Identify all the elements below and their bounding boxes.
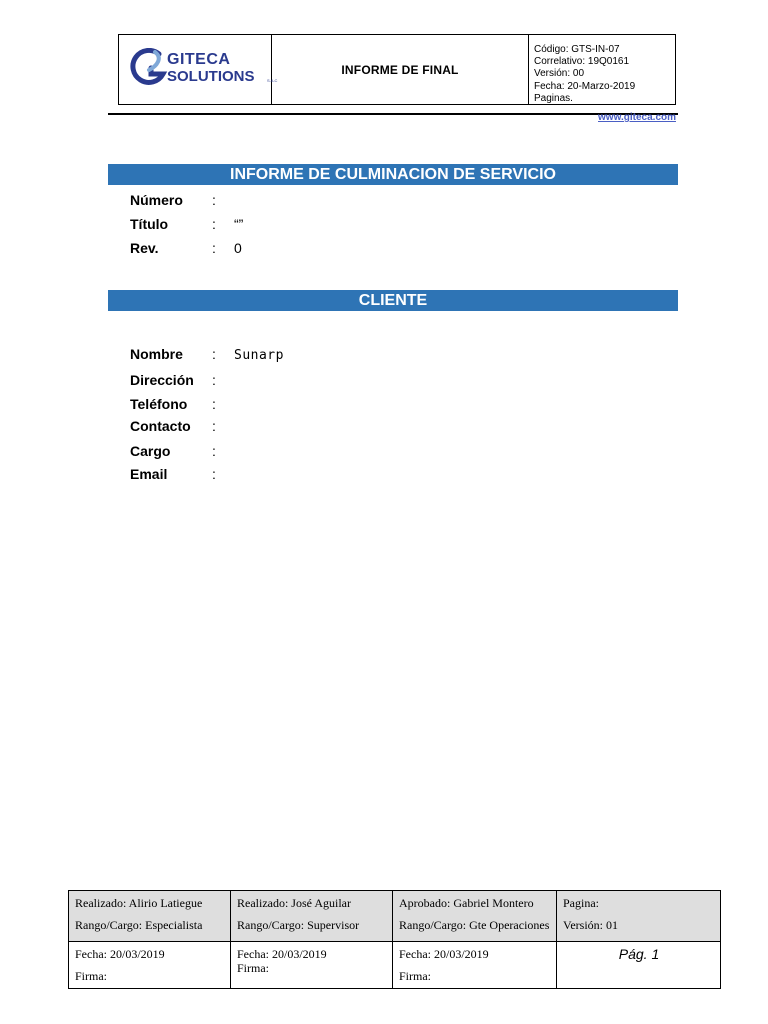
document-meta xyxy=(529,35,675,104)
approval-role: Aprobado: Gabriel Montero xyxy=(399,896,534,910)
field-titulo xyxy=(130,216,243,232)
logo-wordmark xyxy=(167,51,255,85)
field-numero xyxy=(130,192,234,208)
approval-rango: Rango/Cargo: Supervisor xyxy=(237,918,360,932)
meta-paginas: Paginas. xyxy=(534,92,573,104)
document-title: INFORME DE FINAL xyxy=(272,35,529,104)
page-info-cell xyxy=(557,891,721,942)
meta-correlativo: Correlativo: 19Q0161 xyxy=(534,56,630,68)
approval-cell xyxy=(69,891,231,942)
field-nombre xyxy=(130,346,284,363)
field-label: Título xyxy=(130,216,169,232)
approval-role: Realizado: José Aguilar xyxy=(237,896,351,910)
footer-version: Versión: 01 xyxy=(563,918,618,932)
meta-codigo: Código: GTS-IN-07 xyxy=(534,44,620,55)
approval-role: Realizado: Alirio Latiegue xyxy=(75,896,203,910)
pagina-label: Pagina: xyxy=(563,896,599,910)
field-direccion xyxy=(130,372,234,388)
giteca-logo-icon xyxy=(129,48,169,88)
company-logo xyxy=(119,35,278,104)
field-value: 0 xyxy=(234,240,242,256)
field-colon: : xyxy=(212,443,216,459)
header-divider xyxy=(108,113,678,115)
approval-date-cell xyxy=(393,942,557,989)
field-contacto xyxy=(130,418,234,434)
field-colon: : xyxy=(212,240,216,256)
meta-version: Versión: 00 xyxy=(534,68,585,80)
field-colon: : xyxy=(212,372,216,388)
field-label: Teléfono xyxy=(130,396,188,412)
field-label: Nombre xyxy=(130,346,183,362)
field-label: Número xyxy=(130,192,183,208)
section-title-informe: INFORME DE CULMINACION DE SERVICIO xyxy=(108,164,678,185)
field-colon: : xyxy=(212,466,216,482)
approval-firma: Firma: xyxy=(237,961,269,975)
approval-fecha: Fecha: 20/03/2019 xyxy=(399,947,489,961)
approval-firma: Firma: xyxy=(75,969,107,983)
logo-suffix: S.A.C xyxy=(267,78,278,83)
approval-date-cell xyxy=(69,942,231,989)
field-rev xyxy=(130,240,242,256)
field-colon: : xyxy=(212,346,216,362)
section-title-cliente: CLIENTE xyxy=(108,290,678,311)
field-label: Email xyxy=(130,466,168,482)
logo-line2: SOLUTIONS xyxy=(167,68,255,85)
field-cargo xyxy=(130,443,234,459)
approval-cell xyxy=(231,891,393,942)
field-email xyxy=(130,466,234,482)
approval-fecha: Fecha: 20/03/2019 xyxy=(237,947,327,961)
approval-rango: Rango/Cargo: Especialista xyxy=(75,918,203,932)
field-colon: : xyxy=(212,216,216,232)
logo-line1: GITECA xyxy=(167,51,231,68)
website-link[interactable]: www.giteca.com xyxy=(598,112,676,123)
field-value: “” xyxy=(234,216,244,232)
approval-cell xyxy=(393,891,557,942)
field-label: Cargo xyxy=(130,443,171,459)
field-label: Contacto xyxy=(130,418,191,434)
page-number: Pág. 1 xyxy=(557,942,721,989)
field-colon: : xyxy=(212,396,216,412)
meta-fecha: Fecha: 20-Marzo-2019 xyxy=(534,80,636,92)
field-value: Sunarp xyxy=(234,348,284,363)
field-colon: : xyxy=(212,418,216,434)
approval-rango: Rango/Cargo: Gte Operaciones xyxy=(399,918,550,932)
approval-firma: Firma: xyxy=(399,969,431,983)
field-label: Dirección xyxy=(130,372,194,388)
approval-date-cell xyxy=(231,942,393,989)
document-header xyxy=(118,34,676,105)
field-colon: : xyxy=(212,192,216,208)
approval-fecha: Fecha: 20/03/2019 xyxy=(75,947,165,961)
field-telefono xyxy=(130,396,234,412)
approval-table xyxy=(68,890,721,989)
field-label: Rev. xyxy=(130,240,159,256)
